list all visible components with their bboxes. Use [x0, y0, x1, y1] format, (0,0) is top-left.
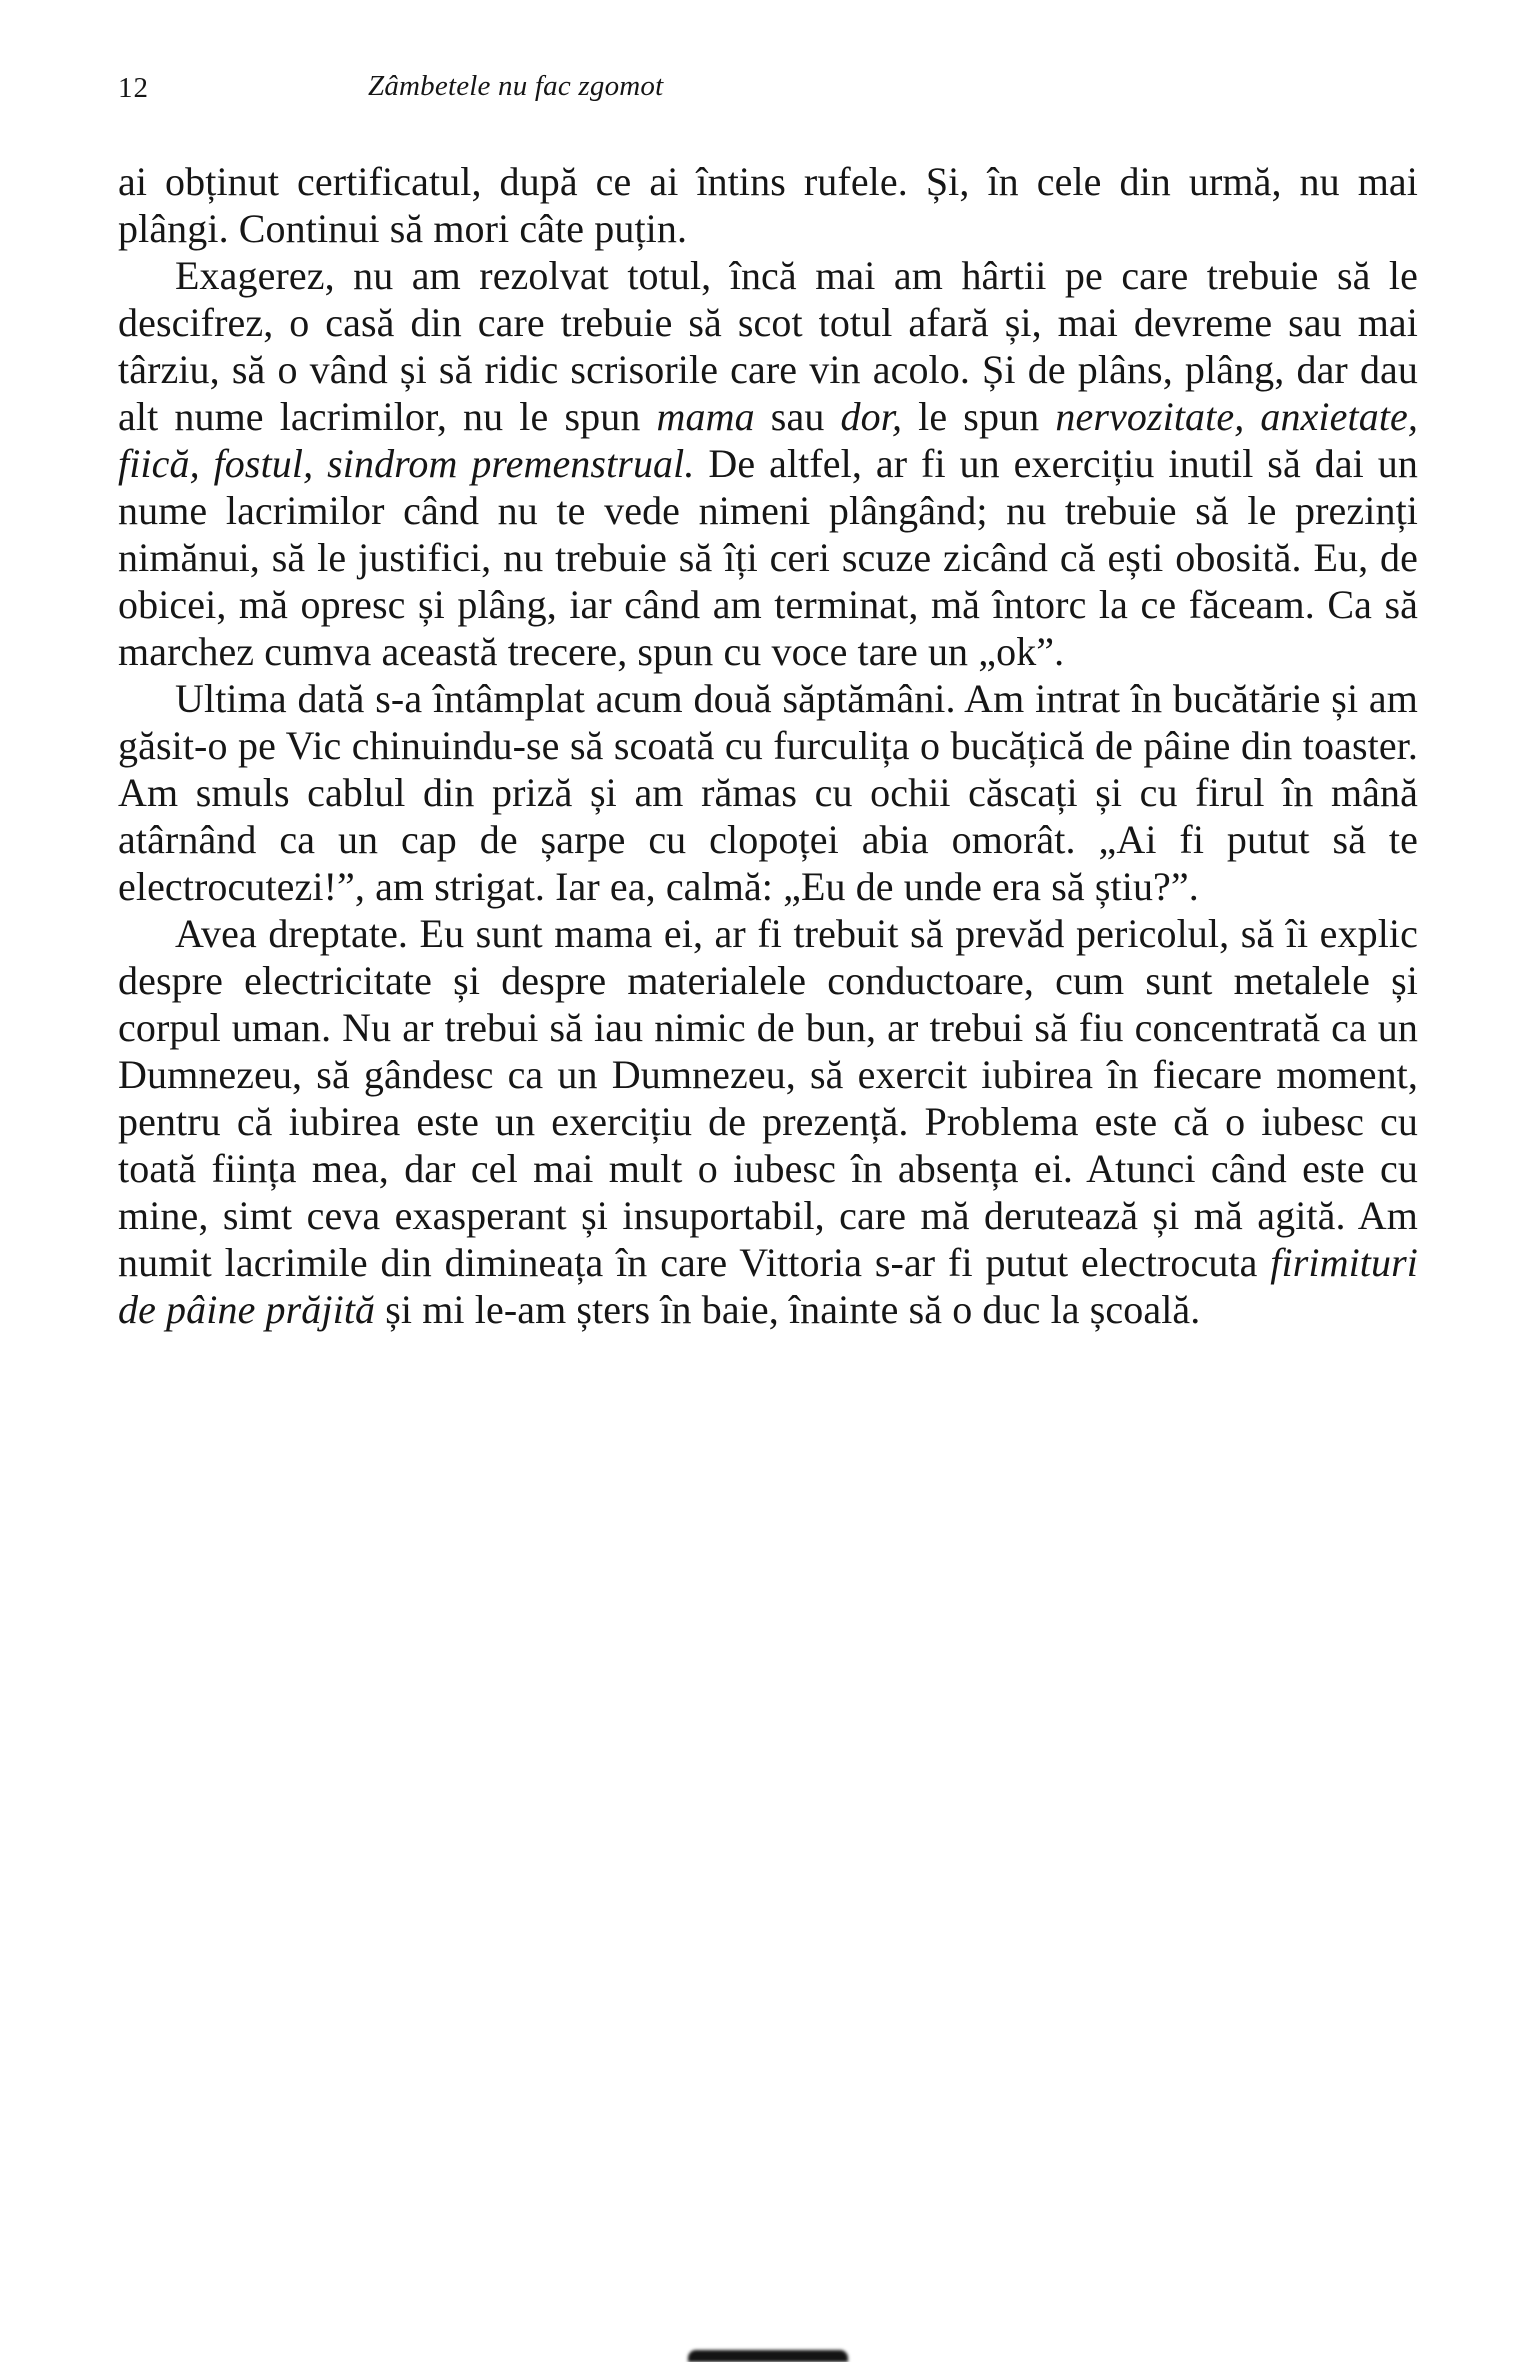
text-segment: ai obținut certificatul, după ce ai întins rufele. Și, în cele din urmă, nu mai plângi. Continui să mori câte puțin. [118, 159, 1418, 251]
paragraph-1 [118, 158, 1418, 252]
text-segment: le spun [902, 394, 1056, 439]
paragraph-4 [118, 910, 1418, 1333]
text-segment: Exagerez, nu am rezolvat totul, încă mai am hârtii pe care trebuie să le descifrez, o casă din care trebuie să scot totul afară și, mai devreme sau mai târziu, să o vând și să ridic scrisorile care vin acolo. Și de plâns, plâng, dar dau alt nume lacrimilor, nu le spun [118, 253, 1418, 439]
text-segment: sau [754, 394, 841, 439]
italic-text-segment: mama [656, 394, 755, 439]
text-segment: Ultima dată s-a întâmplat acum două săptămâni. Am intrat în bucătărie și am găsit-o pe Vic chinuindu-se să scoată cu furculița o bucățică de pâine din toaster. Am smuls cablul din priză și am rămas cu ochii căscați și cu firul în mână atârnând ca un cap de șarpe cu clopoței abia omorât. „Ai fi putut să te electrocutezi!”, am strigat. Iar ea, calmă: „Eu de unde era să știu?”. [118, 676, 1418, 909]
paragraph-2 [118, 252, 1418, 675]
page-number: 12 [118, 72, 149, 104]
italic-text-segment: firimituri de pâine prăjită [118, 1240, 1418, 1332]
page-body [118, 158, 1418, 1333]
italic-text-segment: dor, [840, 394, 903, 439]
scan-artifact [688, 2350, 848, 2362]
text-segment: și mi le-am șters în baie, înainte să o duc la școală. [375, 1287, 1201, 1332]
text-segment: Avea dreptate. Eu sunt mama ei, ar fi trebuit să prevăd pericolul, să îi explic despre electricitate și despre materialele conductoare, cum sunt metalele și corpul uman. Nu ar trebui să iau nimic de bun, ar trebui să fiu concentrată ca un Dumnezeu, să gândesc ca un Dumnezeu, să exercit iubirea în fiecare moment, pentru că iubirea este un exercițiu de prezență. Problema este că o iubesc cu toată ființa mea, dar cel mai mult o iubesc în absența ei. Atunci când este cu mine, simt ceva exasperant și insuportabil, care mă derutează și mă agită. Am numit lacrimile din dimineața în care Vittoria s-ar fi putut electrocuta [118, 911, 1418, 1285]
page-header [118, 70, 1417, 112]
text-segment: De altfel, ar fi un exercițiu inutil să dai un nume lacrimilor când nu te vede nimeni plângând; nu trebuie să le prezinți nimănui, să le justifici, nu trebuie să îți ceri scuze zicând că ești obosită. Eu, de obicei, mă opresc și plâng, iar când am terminat, mă întorc la ce făceam. Ca să marchez cumva această trecere, spun cu voce tare un „ok”. [118, 441, 1418, 674]
italic-text-segment: nervozitate, anxietate, fiică, fostul, sindrom premenstrual. [118, 394, 1418, 486]
running-title: Zâmbetele nu fac zgomot [368, 70, 664, 102]
paragraph-3 [118, 675, 1418, 910]
